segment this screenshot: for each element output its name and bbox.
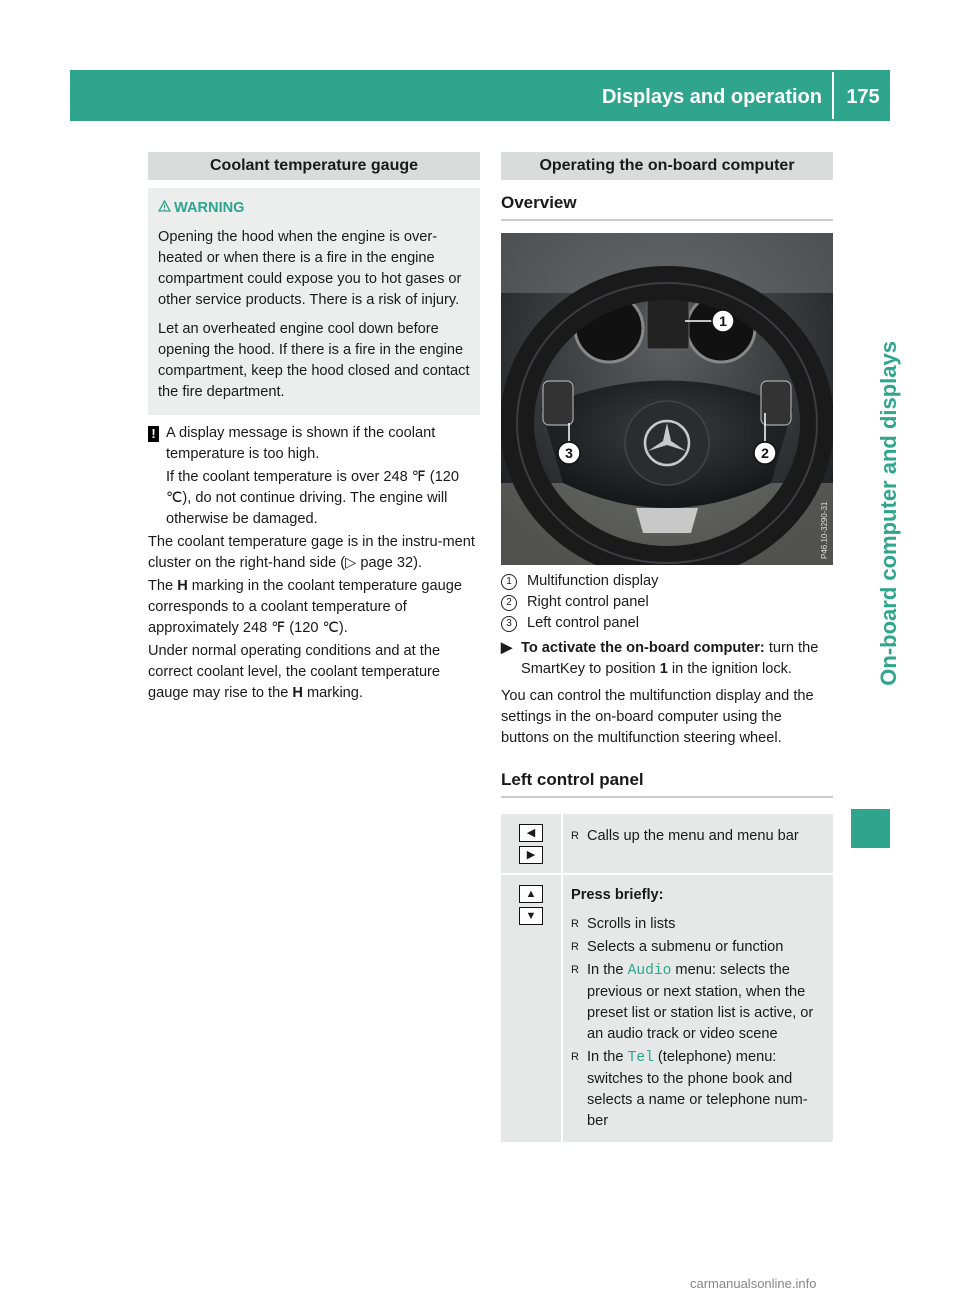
right-column	[501, 152, 833, 1144]
overview-title: Overview	[501, 192, 833, 221]
callout-1: 1	[719, 313, 727, 329]
paragraph-gauge-location: The coolant temperature gage is in the instru-ment cluster on the right-hand side (▷ page 32).	[148, 534, 475, 571]
right-arrow-key-icon: ▶	[519, 846, 543, 864]
press-briefly-heading: Press briefly:	[571, 887, 664, 903]
warning-box	[148, 188, 480, 415]
list-item: R Calls up the menu and menu bar	[571, 826, 825, 847]
legend-item: 2 Right control panel	[501, 592, 833, 613]
warning-text-2: Let an overheated engine cool down before opening the hood. If there is a fire in the engine compartment, keep the hood closed and contact the fire department.	[158, 321, 470, 400]
up-arrow-key-icon: ▲	[519, 885, 543, 903]
left-arrow-key-icon: ◀	[519, 824, 543, 842]
note-block	[148, 423, 480, 530]
control-table	[501, 814, 833, 1144]
page-number: 175	[846, 86, 880, 108]
down-arrow-key-icon: ▼	[519, 907, 543, 925]
legend-list	[501, 571, 833, 634]
legend-item: 3 Left control panel	[501, 613, 833, 634]
list-item: R In the Tel (telephone) menu: switches to the phone book and selects a name or telephone num-ber	[571, 1047, 825, 1132]
table-row	[501, 814, 833, 874]
exclamation-icon: !	[148, 426, 159, 442]
legend-item: 1 Multifunction display	[501, 571, 833, 592]
table-row	[501, 874, 833, 1143]
callout-2: 2	[761, 445, 769, 461]
action-arrow-icon: ▶	[501, 640, 513, 656]
photo-code: P46.10-3290-31	[820, 501, 829, 559]
note-text-2: If the coolant temperature is over 248 ℉ (120 ℃), do not continue driving. The engine will otherwise be damaged.	[166, 469, 459, 527]
left-column	[148, 152, 480, 704]
header-title: Displays and operation	[601, 86, 822, 108]
paragraph-normal-conditions: Under normal operating conditions and at the correct coolant level, the coolant temperature gauge may rise to the H marking.	[148, 643, 441, 701]
left-control-panel-title: Left control panel	[501, 769, 833, 798]
warning-text-1: Opening the hood when the engine is over-heated or when there is a fire in the engine compartment could expose you to hot gases or other service products. There is a risk of injury.	[158, 229, 462, 308]
steering-wheel-photo	[501, 233, 833, 565]
warning-title: WARNING	[158, 198, 470, 219]
section-title-onboard: Operating the on-board computer	[501, 152, 833, 180]
warning-triangle-icon	[158, 198, 174, 219]
section-title-coolant: Coolant temperature gauge	[148, 152, 480, 180]
watermark: carmanualsonline.info	[690, 1276, 817, 1291]
side-tab	[851, 121, 901, 1240]
action-step: ▶ To activate the on-board computer: turn the SmartKey to position 1 in the ignition lock.	[501, 640, 819, 677]
note-text-1: A display message is shown if the coolant temperature is too high.	[166, 425, 436, 462]
callout-3: 3	[565, 445, 573, 461]
paragraph-control-intro: You can control the multifunction display and the settings in the on-board computer using the buttons on the multifunction steering wheel.	[501, 688, 814, 746]
header-divider	[832, 72, 834, 119]
list-item: R Selects a submenu or function	[571, 937, 825, 958]
side-tab-label: On-board computer and displays	[876, 341, 901, 686]
paragraph-h-marking: The H marking in the coolant temperature gauge corresponds to a coolant temperature of approximately 248 ℉ (120 ℃).	[148, 578, 462, 636]
side-tab-marker	[851, 809, 890, 848]
list-item: R In the Audio menu: selects the previous or next station, when the preset list or station list is active, or an audio track or video scene	[571, 960, 825, 1045]
list-item: R Scrolls in lists	[571, 914, 825, 935]
